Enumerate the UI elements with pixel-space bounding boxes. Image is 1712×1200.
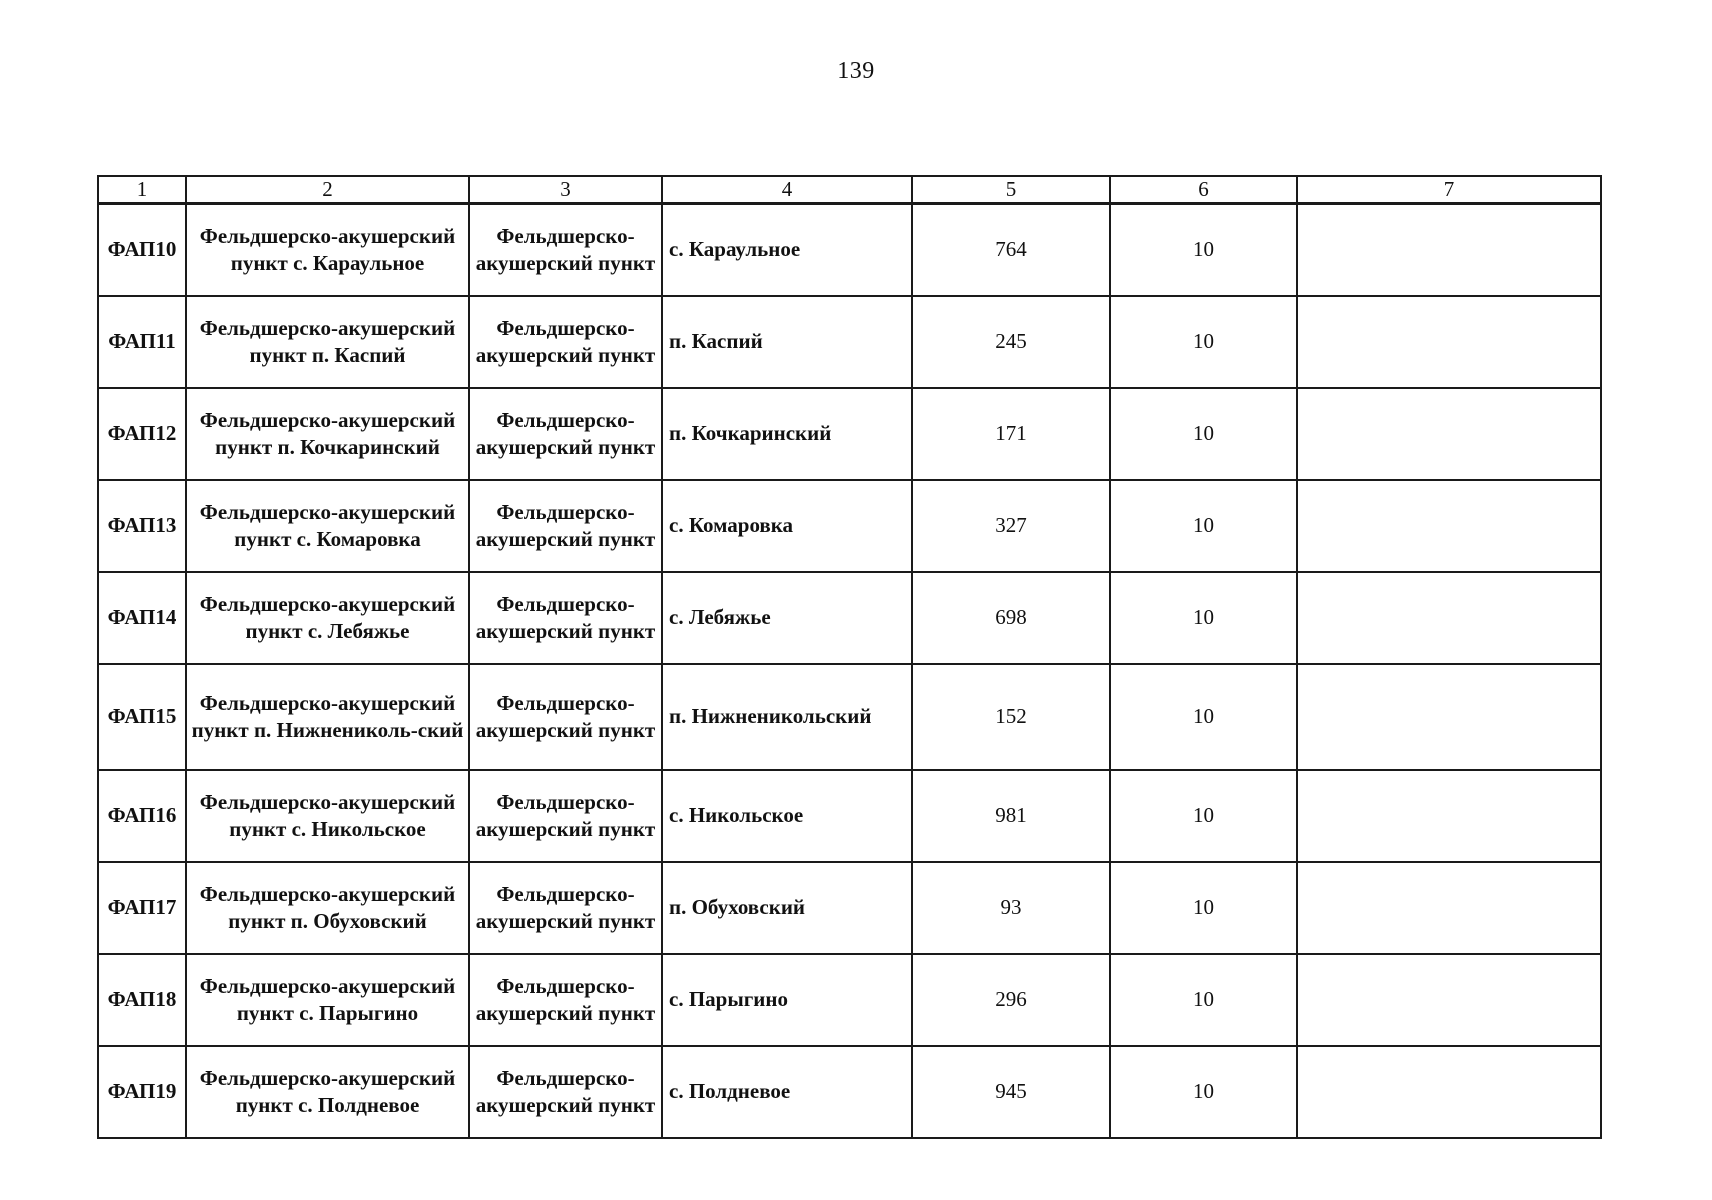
facility-type: Фельдшерско-акушерский пункт [469, 480, 662, 572]
facility-name: Фельдшерско-акушерский пункт п. Каспий [186, 296, 469, 388]
facility-type: Фельдшерско-акушерский пункт [469, 862, 662, 954]
column-5-value: 764 [912, 204, 1110, 296]
facility-name: Фельдшерско-акушерский пункт с. Караульное [186, 204, 469, 296]
table-row [98, 1046, 1601, 1138]
settlement: с. Полдневое [662, 1046, 912, 1138]
facility-name: Фельдшерско-акушерский пункт с. Комаровка [186, 480, 469, 572]
column-6-value: 10 [1110, 862, 1297, 954]
facility-type: Фельдшерско-акушерский пункт [469, 954, 662, 1046]
facility-type: Фельдшерско-акушерский пункт [469, 770, 662, 862]
column-5-value: 327 [912, 480, 1110, 572]
column-6-value: 10 [1110, 480, 1297, 572]
column-5-value: 152 [912, 664, 1110, 770]
column-6-value: 10 [1110, 664, 1297, 770]
settlement: п. Кочкаринский [662, 388, 912, 480]
facility-name: Фельдшерско-акушерский пункт с. Никольское [186, 770, 469, 862]
settlement: п. Обуховский [662, 862, 912, 954]
facility-name: Фельдшерско-акушерский пункт п. Нижнениколь-ский [186, 664, 469, 770]
column-5-value: 245 [912, 296, 1110, 388]
settlement: с. Никольское [662, 770, 912, 862]
column-7-value [1297, 770, 1601, 862]
column-header-3: 3 [469, 176, 662, 204]
column-6-value: 10 [1110, 204, 1297, 296]
facility-name: Фельдшерско-акушерский пункт с. Полдневое [186, 1046, 469, 1138]
table-row [98, 296, 1601, 388]
table-row [98, 572, 1601, 664]
facility-name: Фельдшерско-акушерский пункт п. Обуховский [186, 862, 469, 954]
table-row [98, 770, 1601, 862]
column-5-value: 93 [912, 862, 1110, 954]
table-body [98, 204, 1601, 1138]
facilities-table [97, 175, 1602, 1139]
column-7-value [1297, 480, 1601, 572]
settlement: с. Караульное [662, 204, 912, 296]
facility-code: ФАП17 [98, 862, 186, 954]
column-7-value [1297, 572, 1601, 664]
column-header-1: 1 [98, 176, 186, 204]
column-7-value [1297, 1046, 1601, 1138]
column-7-value [1297, 862, 1601, 954]
column-7-value [1297, 664, 1601, 770]
settlement: с. Комаровка [662, 480, 912, 572]
facility-code: ФАП11 [98, 296, 186, 388]
column-header-5: 5 [912, 176, 1110, 204]
column-5-value: 698 [912, 572, 1110, 664]
facility-type: Фельдшерско-акушерский пункт [469, 204, 662, 296]
facility-code: ФАП16 [98, 770, 186, 862]
column-header-6: 6 [1110, 176, 1297, 204]
column-6-value: 10 [1110, 1046, 1297, 1138]
table-row [98, 204, 1601, 296]
settlement: с. Парыгино [662, 954, 912, 1046]
facility-type: Фельдшерско-акушерский пункт [469, 296, 662, 388]
column-5-value: 981 [912, 770, 1110, 862]
facility-code: ФАП19 [98, 1046, 186, 1138]
settlement: п. Каспий [662, 296, 912, 388]
facility-code: ФАП13 [98, 480, 186, 572]
facility-code: ФАП14 [98, 572, 186, 664]
facility-code: ФАП10 [98, 204, 186, 296]
column-7-value [1297, 388, 1601, 480]
facility-code: ФАП18 [98, 954, 186, 1046]
table-row [98, 954, 1601, 1046]
settlement: п. Нижненикольский [662, 664, 912, 770]
column-6-value: 10 [1110, 388, 1297, 480]
table-row [98, 480, 1601, 572]
facility-code: ФАП15 [98, 664, 186, 770]
column-7-value [1297, 296, 1601, 388]
column-header-7: 7 [1297, 176, 1601, 204]
facility-type: Фельдшерско-акушерский пункт [469, 388, 662, 480]
column-6-value: 10 [1110, 296, 1297, 388]
column-6-value: 10 [1110, 954, 1297, 1046]
column-6-value: 10 [1110, 770, 1297, 862]
facility-type: Фельдшерско-акушерский пункт [469, 664, 662, 770]
table-row [98, 862, 1601, 954]
page-number: 139 [837, 58, 875, 84]
facility-name: Фельдшерско-акушерский пункт п. Кочкаринский [186, 388, 469, 480]
column-5-value: 945 [912, 1046, 1110, 1138]
table-header [98, 176, 1601, 204]
table-row [98, 664, 1601, 770]
column-6-value: 10 [1110, 572, 1297, 664]
column-header-2: 2 [186, 176, 469, 204]
facility-name: Фельдшерско-акушерский пункт с. Лебяжье [186, 572, 469, 664]
table-row [98, 388, 1601, 480]
facility-code: ФАП12 [98, 388, 186, 480]
facility-type: Фельдшерско-акушерский пункт [469, 1046, 662, 1138]
column-7-value [1297, 204, 1601, 296]
settlement: с. Лебяжье [662, 572, 912, 664]
column-7-value [1297, 954, 1601, 1046]
facility-type: Фельдшерско-акушерский пункт [469, 572, 662, 664]
column-5-value: 171 [912, 388, 1110, 480]
facilities-table-container [97, 175, 1600, 1139]
column-5-value: 296 [912, 954, 1110, 1046]
header-row [98, 176, 1601, 204]
facility-name: Фельдшерско-акушерский пункт с. Парыгино [186, 954, 469, 1046]
column-header-4: 4 [662, 176, 912, 204]
